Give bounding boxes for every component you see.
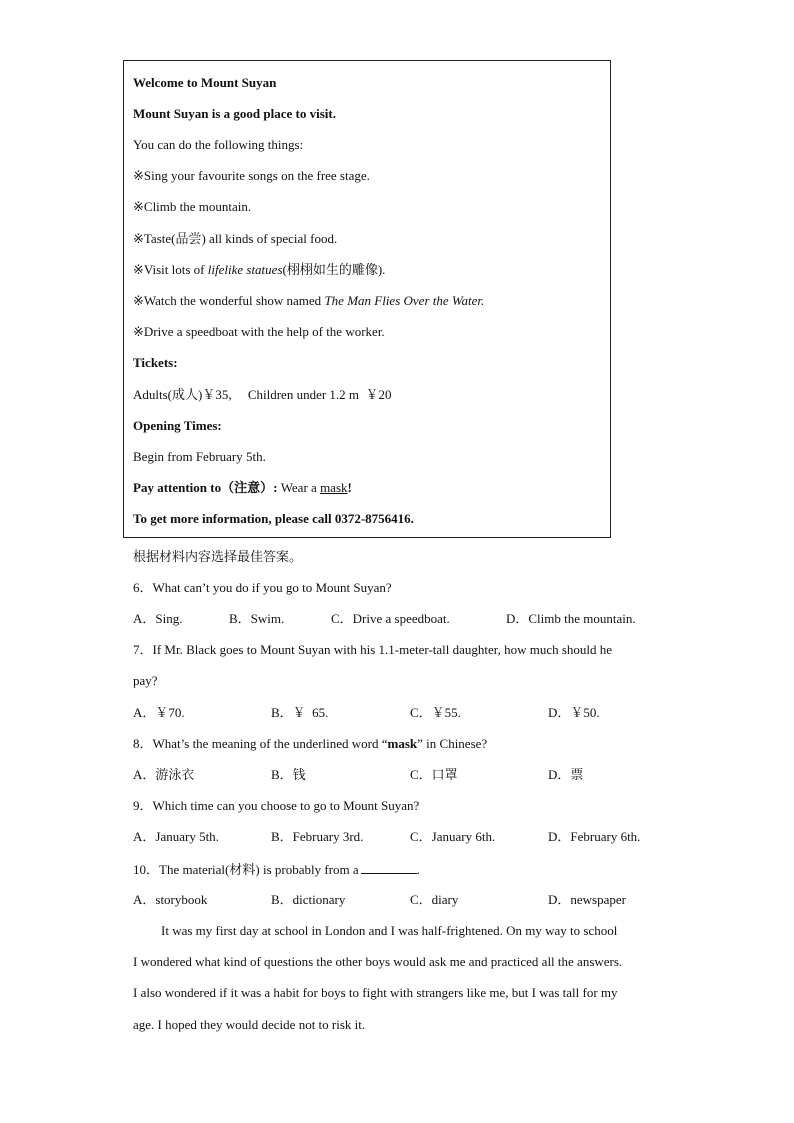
option-c: C．￥55.	[410, 705, 461, 720]
option-d: D．￥50.	[548, 705, 600, 720]
attention-end: !	[347, 480, 352, 495]
notice-intro: Mount Suyan is a good place to visit.	[133, 106, 336, 121]
opening-label: Opening Times:	[133, 418, 222, 433]
tickets-label: Tickets:	[133, 355, 178, 370]
option-d: D．票	[548, 767, 584, 782]
tickets-text: Adults(成人)￥35, Children under 1.2 m ￥20	[133, 387, 392, 402]
option-c: C．diary	[410, 892, 459, 907]
stem-pre: 8．What’s the meaning of the underlined word “	[133, 736, 388, 751]
item-italic: lifelike statues	[207, 262, 283, 277]
option-c: C．口罩	[410, 767, 458, 782]
option-c: C．Drive a speedboat.	[331, 611, 450, 626]
item-prefix: ※Visit lots of	[133, 262, 208, 277]
stem-end: .	[416, 862, 420, 877]
question-stem	[133, 736, 487, 752]
attention-pre: Wear a	[277, 480, 321, 495]
question-stem-cont: pay?	[133, 673, 158, 688]
item-suffix: (栩栩如生的雕像).	[282, 262, 386, 277]
passage-line: I wondered what kind of questions the other boys would ask me and practiced all the answers.	[133, 954, 623, 969]
info-line: To get more information, please call 0372-8756416.	[133, 511, 414, 526]
option-c: C．January 6th.	[410, 829, 496, 844]
option-a: A．Sing.	[133, 611, 183, 626]
stem-bold: mask	[387, 736, 418, 751]
option-b: B．February 3rd.	[271, 829, 364, 844]
option-a: A．游泳衣	[133, 767, 195, 782]
attention-line	[133, 480, 352, 496]
option-d: D．newspaper	[548, 892, 626, 907]
notice-item: ※Drive a speedboat with the help of the worker.	[133, 324, 385, 339]
option-b: B．钱	[271, 767, 306, 782]
instruction: 根据材料内容选择最佳答案。	[133, 549, 303, 564]
notice-item: ※Taste(品尝) all kinds of special food.	[133, 231, 338, 246]
option-b: B．Swim.	[229, 611, 285, 626]
option-d: D．Climb the mountain.	[506, 611, 636, 626]
answer-blank	[361, 861, 417, 874]
opening-text: Begin from February 5th.	[133, 449, 266, 464]
notice-item: ※Sing your favourite songs on the free stage.	[133, 168, 370, 183]
passage-line: I also wondered if it was a habit for boys to fight with strangers like me, but I was tall for my	[133, 985, 618, 1000]
notice-item	[133, 293, 484, 309]
notice-lead: You can do the following things:	[133, 137, 304, 152]
question-stem: 9．Which time can you choose to go to Mount Suyan?	[133, 798, 420, 813]
attention-word: mask	[320, 480, 348, 495]
stem-post: ” in Chinese?	[417, 736, 488, 751]
stem-text: 10．The material(材料) is probably from a	[133, 862, 359, 877]
option-b: B．dictionary	[271, 892, 346, 907]
option-a: A．￥70.	[133, 705, 185, 720]
option-a: A．January 5th.	[133, 829, 219, 844]
option-b: B．￥ 65.	[271, 705, 329, 720]
item-italic: The Man Flies Over the Water.	[324, 293, 485, 308]
notice-title: Welcome to Mount Suyan	[133, 75, 277, 90]
question-stem: 6．What can’t you do if you go to Mount Suyan?	[133, 580, 392, 595]
passage-line: It was my first day at school in London and I was half-frightened. On my way to school	[161, 923, 618, 938]
attention-label: Pay attention to（注意）:	[133, 480, 278, 495]
option-d: D．February 6th.	[548, 829, 641, 844]
notice-item: ※Climb the mountain.	[133, 199, 252, 214]
option-a: A．storybook	[133, 892, 208, 907]
passage-line: age. I hoped they would decide not to risk it.	[133, 1017, 366, 1032]
question-stem	[133, 861, 420, 878]
question-stem: 7．If Mr. Black goes to Mount Suyan with his 1.1-meter-tall daughter, how much should he	[133, 642, 613, 657]
notice-item	[133, 262, 385, 278]
item-prefix: ※Watch the wonderful show named	[133, 293, 325, 308]
